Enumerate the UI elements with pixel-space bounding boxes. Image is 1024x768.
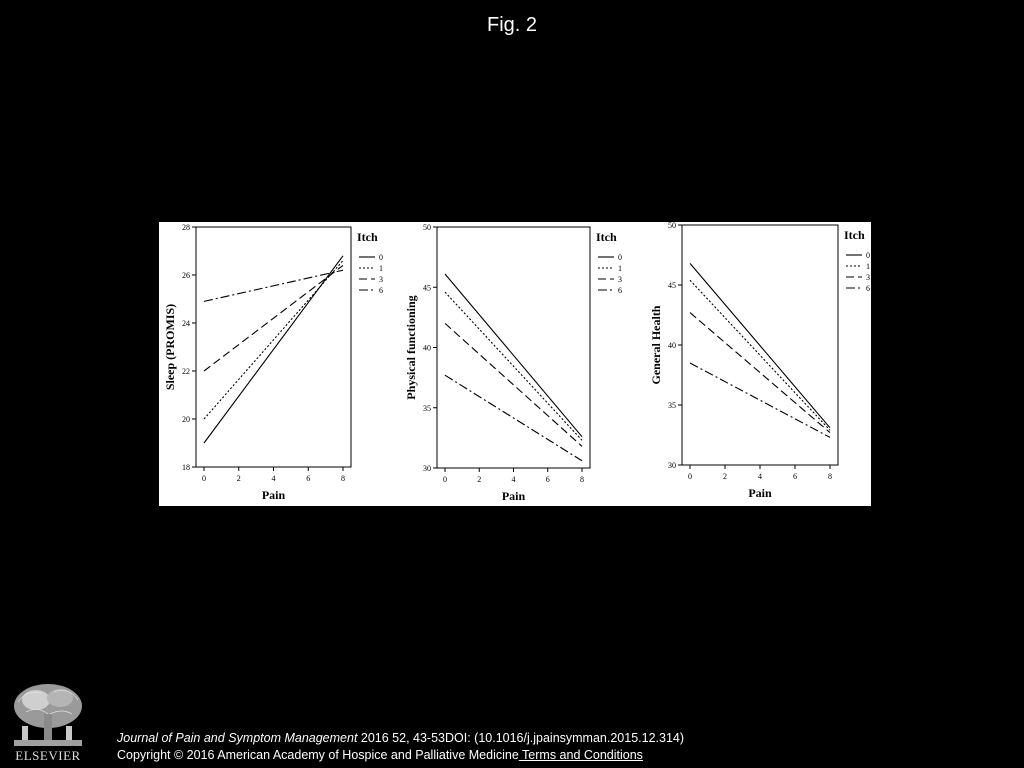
y-tick-label: 28 [182, 223, 190, 232]
x-tick-label: 2 [236, 474, 241, 483]
x-tick-label: 4 [271, 474, 276, 483]
legend-label: 1 [379, 264, 383, 273]
series-line-itch-3 [204, 265, 343, 371]
legend-label: 3 [618, 275, 622, 284]
y-tick-label: 24 [182, 319, 190, 328]
y-tick-label: 35 [668, 401, 676, 410]
publisher-name: ELSEVIER [15, 748, 81, 763]
legend-label: 6 [379, 286, 383, 295]
x-tick-label: 6 [793, 472, 797, 481]
y-tick-label: 50 [423, 223, 431, 232]
citation-line [117, 730, 684, 747]
citation-details: 2016 52, 43-53DOI: (10.1016/j.jpainsymman.2015.12.314) [357, 731, 685, 745]
y-tick-label: 40 [668, 341, 676, 350]
x-tick-label: 0 [202, 474, 206, 483]
chart-2 [404, 223, 622, 503]
series-line-itch-0 [445, 274, 582, 437]
slide-title: Fig. 2 [486, 14, 538, 36]
x-tick-label: 6 [545, 475, 550, 484]
figure-panel [159, 222, 871, 506]
x-tick-label: 8 [828, 472, 832, 481]
legend-label: 0 [379, 253, 383, 262]
plot-frame [437, 227, 590, 468]
series-line-itch-6 [690, 363, 830, 437]
legend-label: 3 [379, 275, 383, 284]
legend-label: 6 [866, 284, 870, 293]
legend-title: Itch [357, 230, 378, 244]
y-axis-label: Sleep (PROMIS) [163, 303, 177, 391]
x-axis-label: Pain [261, 488, 286, 502]
y-tick-label: 18 [182, 463, 190, 472]
legend-label: 0 [866, 251, 870, 260]
plot-frame [196, 227, 351, 467]
elsevier-tree-icon [8, 680, 88, 750]
y-tick-label: 22 [182, 367, 190, 376]
legend-title: Itch [844, 228, 865, 242]
series-line-itch-0 [690, 263, 830, 427]
copyright-text: Copyright © 2016 American Academy of Hospice and Palliative Medicine [117, 748, 519, 762]
x-axis-label: Pain [748, 486, 772, 500]
series-line-itch-6 [204, 270, 343, 301]
x-tick-label: 6 [306, 474, 311, 483]
y-tick-label: 40 [423, 343, 431, 353]
legend-title: Itch [596, 230, 617, 244]
series-line-itch-1 [690, 280, 830, 430]
y-axis-label: Physical functioning [404, 295, 418, 400]
journal-name: Journal of Pain and Symptom Management [117, 731, 358, 745]
x-tick-label: 8 [580, 475, 584, 484]
legend-label: 3 [866, 273, 870, 282]
y-tick-label: 45 [423, 283, 431, 293]
legend-label: 1 [618, 264, 622, 273]
x-tick-label: 2 [477, 475, 482, 484]
x-tick-label: 8 [341, 474, 345, 483]
legend-label: 1 [866, 262, 870, 271]
series-line-itch-3 [445, 323, 582, 446]
y-tick-label: 35 [423, 403, 431, 413]
terms-link[interactable]: Terms and Conditions [518, 748, 643, 762]
x-tick-label: 0 [688, 472, 692, 481]
series-line-itch-3 [690, 313, 830, 433]
y-tick-label: 20 [182, 415, 190, 424]
y-tick-label: 50 [668, 222, 676, 230]
citation-block [117, 730, 684, 764]
elsevier-logo [8, 680, 88, 765]
y-axis-label: General Health [649, 305, 663, 385]
chart-3 [649, 222, 870, 500]
series-line-itch-0 [204, 256, 343, 443]
y-tick-label: 30 [668, 461, 676, 470]
copyright-line [117, 747, 684, 764]
y-tick-label: 30 [423, 464, 431, 473]
series-line-itch-6 [445, 375, 582, 461]
x-tick-label: 0 [443, 475, 447, 484]
figure-charts [159, 222, 871, 506]
y-tick-label: 26 [182, 271, 190, 280]
y-tick-label: 45 [668, 281, 676, 290]
legend-label: 0 [618, 253, 622, 262]
legend-label: 6 [618, 286, 622, 295]
x-tick-label: 4 [511, 475, 516, 484]
x-tick-label: 2 [723, 472, 727, 481]
x-axis-label: Pain [501, 489, 526, 503]
x-tick-label: 4 [758, 472, 762, 481]
chart-1 [163, 223, 383, 502]
